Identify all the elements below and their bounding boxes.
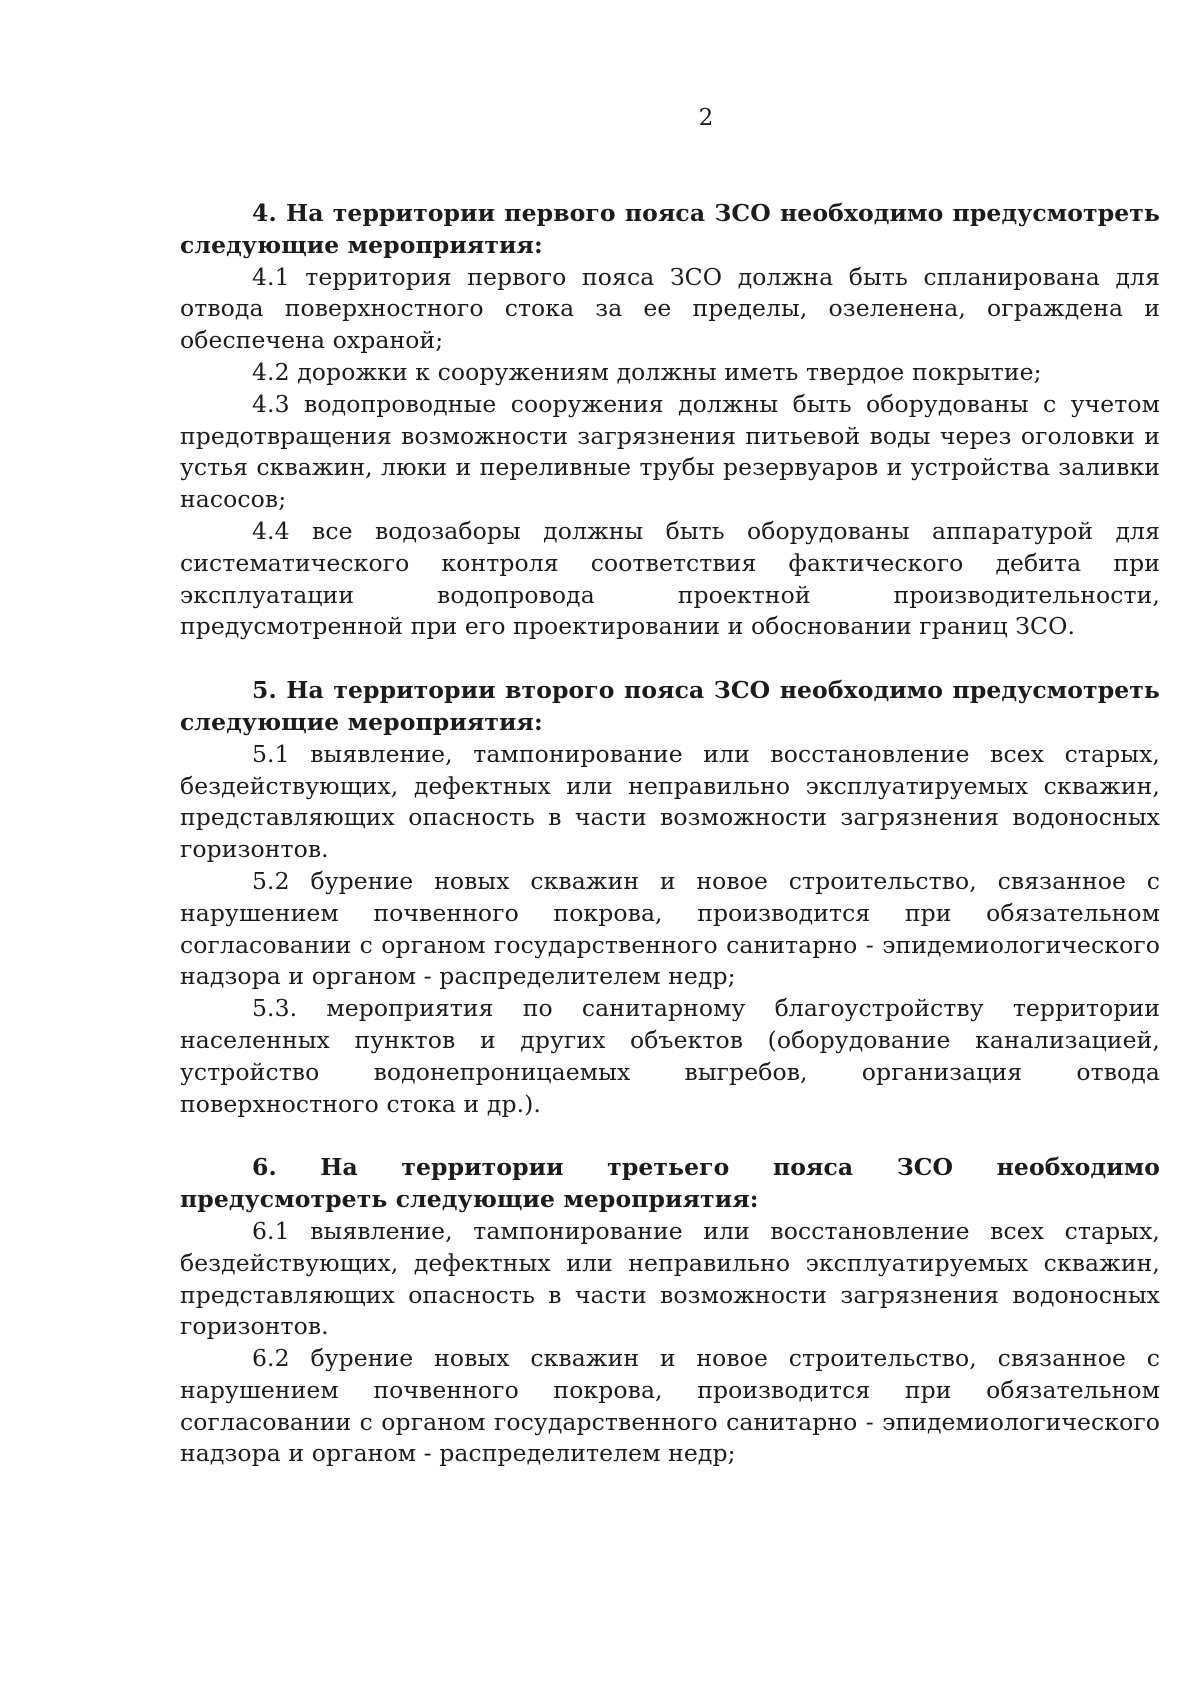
section-6	[180, 1152, 1160, 1470]
paragraph-4-2: 4.2 дорожки к сооружениям должны иметь твердое покрытие;	[252, 357, 1042, 386]
paragraph-4-1: 4.1 территория первого пояса ЗСО должна быть спланирована для отвода поверхностного стока за ее пределы, озеленена, ограждена и обеспечена охраной;	[180, 262, 1160, 355]
paragraph-5-2: 5.2 бурение новых скважин и новое строительство, связанное с нарушением почвенного покрова, производится при обязательном согласовании с органом государственного санитарно - эпидемиологического надзора и органом - распределителем недр;	[180, 866, 1160, 991]
paragraph-4-3: 4.3 водопроводные сооружения должны быть оборудованы с учетом предотвращения возможности загрязнения питьевой воды через оголовки и устья скважин, люки и переливные трубы резервуаров и устройства заливки насосов;	[180, 389, 1160, 514]
section-heading: 6. На территории третьего пояса ЗСО необходимо предусмотреть следующие мероприятия:	[180, 1153, 1160, 1214]
section-5	[180, 675, 1160, 1120]
section-heading: 5. На территории второго пояса ЗСО необходимо предусмотреть следующие мероприятия:	[180, 676, 1160, 736]
section-4	[180, 198, 1160, 643]
document-body	[180, 198, 1160, 1470]
paragraph-6-1: 6.1 выявление, тампонирование или восстановление всех старых, бездействующих, дефектных или неправильно эксплуатируемых скважин, представляющих опасность в части возможности загрязнения водоносных горизонтов.	[180, 1216, 1160, 1341]
paragraph-4-4: 4.4 все водозаборы должны быть оборудованы аппаратурой для систематического контроля соответствия фактического дебита при эксплуатации водопровода проектной производительности, предусмотренной при его проектировании и обосновании границ ЗСО.	[180, 516, 1160, 641]
page-number: 2	[698, 105, 714, 131]
paragraph-6-2: 6.2 бурение новых скважин и новое строительство, связанное с нарушением почвенного покрова, производится при обязательном согласовании с органом государственного санитарно - эпидемиологического надзора и органом - распределителем недр;	[180, 1344, 1160, 1468]
paragraph-5-3: 5.3. мероприятия по санитарному благоустройству территории населенных пунктов и других объектов (оборудование канализацией, устройство водонепроницаемых выгребов, организация отвода поверхностного стока и др.).	[180, 994, 1160, 1118]
paragraph-5-1: 5.1 выявление, тампонирование или восстановление всех старых, бездействующих, дефектных или неправильно эксплуатируемых скважин, представляющих опасность в части возможности загрязнения водоносных горизонтов.	[180, 739, 1160, 864]
section-heading: 4. На территории первого пояса ЗСО необходимо предусмотреть следующие мероприятия:	[180, 199, 1160, 259]
